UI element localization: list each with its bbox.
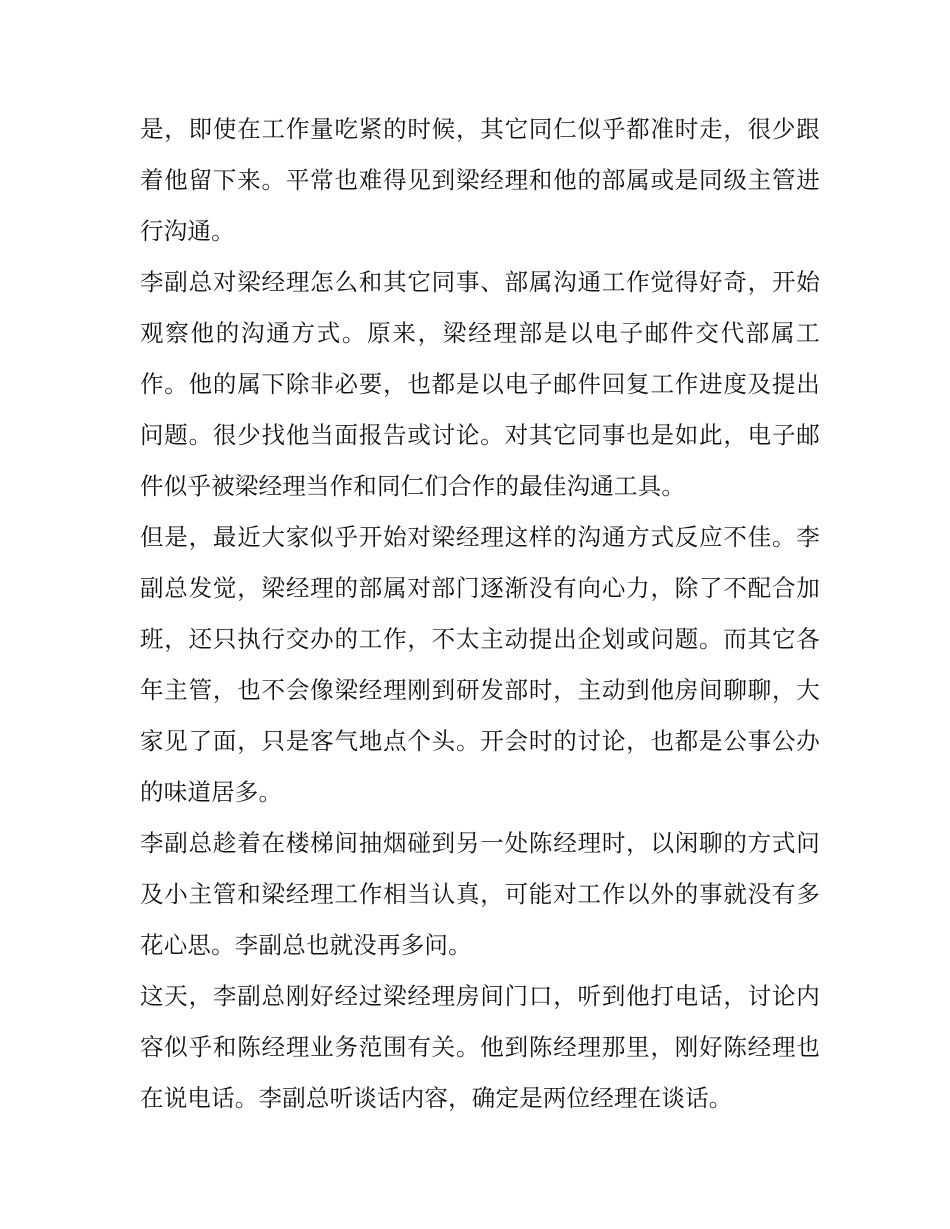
paragraph-2: 李副总对梁经理怎么和其它同事、部属沟通工作觉得好奇，开始观察他的沟通方式。原来，梁经理部是以电子邮件交代部属工作。他的属下除非必要，也都是以电子邮件回复工作进度及提出问题。很少找他当面报告或讨论。对其它同事也是如此，电子邮件似乎被梁经理当作和同仁们合作的最佳沟通工具。 <box>140 268 820 500</box>
paragraph-1: 是，即使在工作量吃紧的时候，其它同仁似乎都准时走，很少跟着他留下来。平常也难得见到梁经理和他的部属或是同级主管进行沟通。 <box>140 115 820 245</box>
paragraph-4: 李副总趁着在楼梯间抽烟碰到另一处陈经理时，以闲聊的方式问及小主管和梁经理工作相当认真，可能对工作以外的事就没有多花心思。李副总也就没再多问。 <box>140 829 820 959</box>
paragraph-3: 但是，最近大家似乎开始对梁经理这样的沟通方式反应不佳。李副总发觉，梁经理的部属对部门逐渐没有向心力，除了不配合加班，还只执行交办的工作，不太主动提出企划或问题。而其它各年主管，也不会像梁经理刚到研发部时，主动到他房间聊聊，大家见了面，只是客气地点个头。开会时的讨论，也都是公事公办的味道居多。 <box>140 523 820 806</box>
document-body <box>140 104 820 1124</box>
paragraph-5: 这天，李副总刚好经过梁经理房间门口，听到他打电话，讨论内容似乎和陈经理业务范围有关。他到陈经理那里，刚好陈经理也在说电话。李副总听谈话内容，确定是两位经理在谈话。 <box>140 982 820 1112</box>
